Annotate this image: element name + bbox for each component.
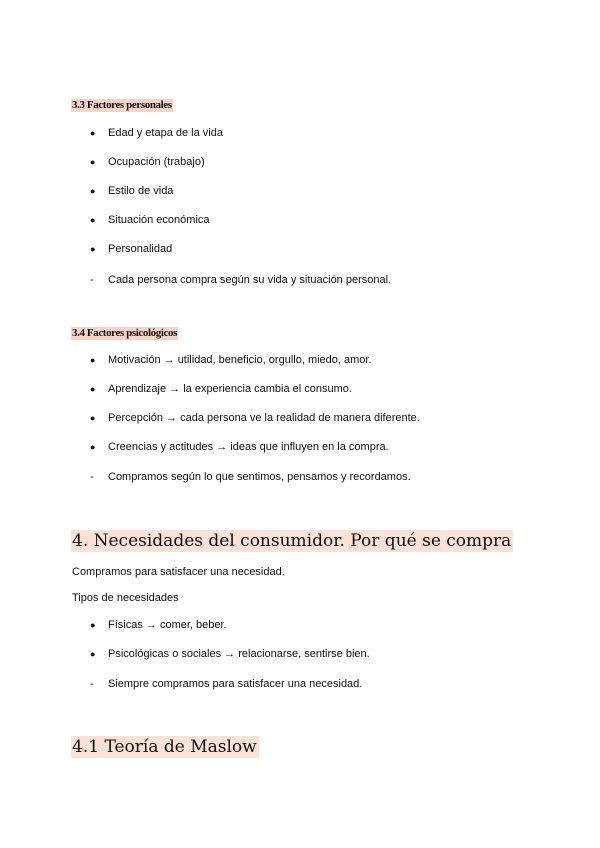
bullet-icon: ●: [90, 244, 96, 254]
list-item: Percepción → cada persona ve la realidad de manera diferente.: [108, 412, 420, 424]
bullet-icon: ●: [90, 442, 96, 452]
bullet-icon: ●: [90, 384, 96, 394]
list-item: Siempre compramos para satisfacer una necesidad.: [108, 678, 363, 690]
paragraph: Tipos de necesidades: [72, 592, 179, 604]
list-item: Compramos según lo que sentimos, pensamos y recordamos.: [108, 471, 411, 483]
bullet-icon: ●: [90, 128, 96, 138]
list-item: Estilo de vida: [108, 185, 174, 197]
bullet-icon: ●: [90, 649, 96, 659]
bullet-icon: ●: [90, 413, 96, 423]
list-item: Situación económica: [108, 214, 210, 226]
section-heading-3-4: 3.4 Factores psicológicos: [72, 327, 177, 339]
bullet-icon: ●: [90, 186, 96, 196]
list-item: Aprendizaje → la experiencia cambia el consumo.: [108, 383, 352, 395]
list-item: Creencias y actitudes → ideas que influyen en la compra.: [108, 441, 389, 453]
list-item: Edad y etapa de la vida: [108, 127, 223, 139]
list-item: Ocupación (trabajo): [108, 156, 205, 168]
section-heading-4-1: 4.1 Teoría de Maslow: [72, 737, 257, 757]
bullet-icon: ●: [90, 157, 96, 167]
dash-marker: -: [90, 274, 94, 286]
paragraph: Compramos para satisfacer una necesidad.: [72, 566, 285, 578]
bullet-icon: ●: [90, 620, 96, 630]
list-item: Motivación → utilidad, beneficio, orgullo, miedo, amor.: [108, 354, 372, 366]
section-heading-3-3: 3.3 Factores personales: [72, 99, 172, 111]
list-item: Físicas → comer, beber.: [108, 619, 227, 631]
list-item: Personalidad: [108, 243, 173, 255]
list-item: Psicológicas o sociales → relacionarse, sentirse bien.: [108, 648, 370, 660]
bullet-icon: ●: [90, 355, 96, 365]
bullet-icon: ●: [90, 215, 96, 225]
dash-marker: -: [90, 471, 94, 483]
list-item: Cada persona compra según su vida y situación personal.: [108, 274, 392, 286]
section-heading-4: 4. Necesidades del consumidor. Por qué se compra: [72, 531, 512, 551]
dash-marker: -: [90, 678, 94, 690]
